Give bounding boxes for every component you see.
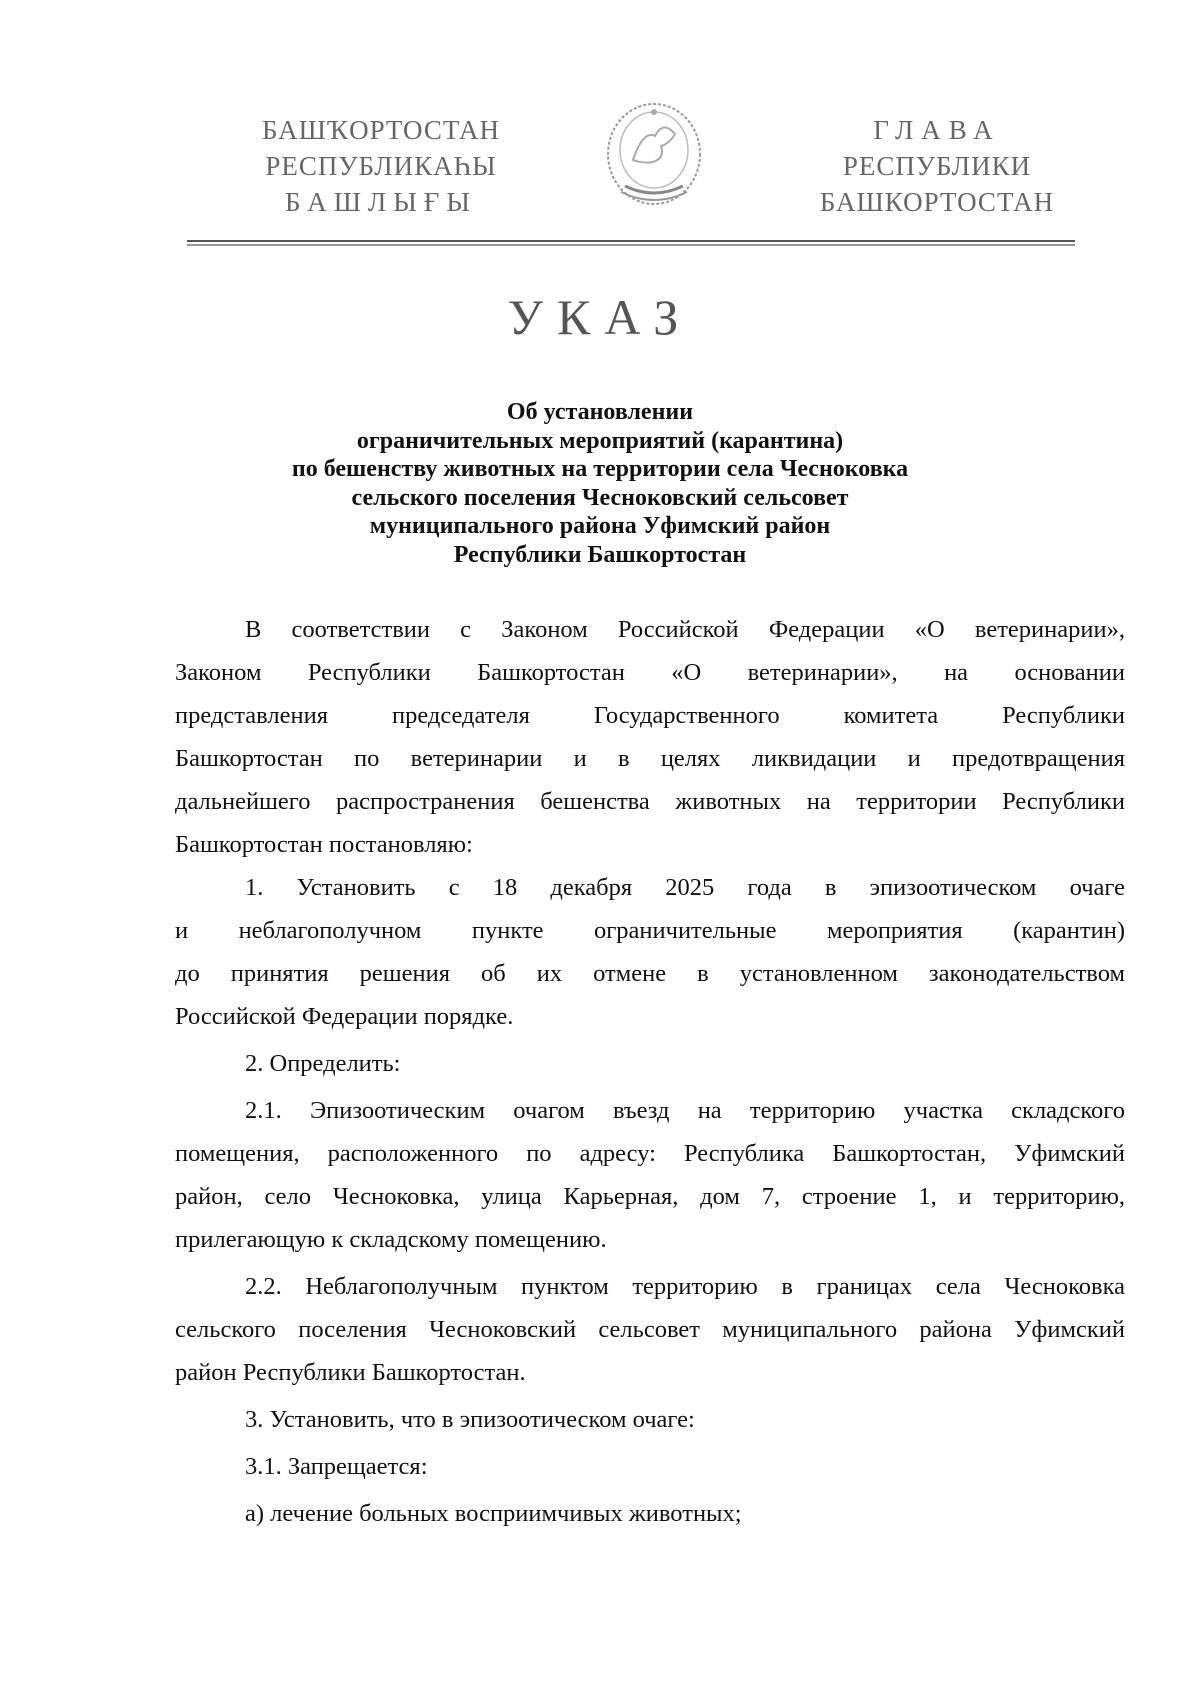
body-line: а) лечение больных восприимчивых животных;	[245, 1500, 742, 1527]
body-line: район, село Чесноковка, улица Карьерная, дом 7, строение 1, и территорию,	[175, 1183, 1125, 1210]
body-line: район Республики Башкортостан.	[175, 1359, 526, 1386]
body-line: 2. Определить:	[245, 1050, 401, 1077]
body-line: 2.2. Неблагополучным пунктом территорию в границах села Чесноковка	[245, 1273, 1125, 1300]
decree-title	[180, 398, 1020, 570]
header-divider	[187, 240, 1075, 246]
letterhead-bashkir-line: БАШҠОРТОСТАН	[261, 115, 501, 145]
body-line: дальнейшего распространения бешенства животных на территории Республики	[175, 788, 1125, 815]
title-line: Об установлении	[506, 399, 694, 425]
body-line: 3.1. Запрещается:	[245, 1453, 428, 1480]
body-line: 1. Установить с 18 декабря 2025 года в эпизоотическом очаге	[245, 874, 1125, 901]
letterhead-russian-line: РЕСПУБЛИКИ	[842, 151, 1032, 181]
letterhead-russian	[787, 112, 1087, 220]
body-line: прилегающую к складскому помещению.	[175, 1226, 607, 1253]
title-line: муниципального района Уфимский район	[369, 513, 831, 540]
letterhead-bashkir-line: РЕСПУБЛИКАҺЫ	[265, 151, 497, 181]
emblem-icon	[603, 100, 705, 212]
title-line: Республики Башкортостан	[453, 541, 747, 568]
body-line: Башкортостан постановляю:	[175, 831, 473, 858]
body-line: Башкортостан по ветеринарии и в целях ликвидации и предотвращения	[175, 745, 1125, 772]
body-line: 2.1. Эпизоотическим очагом въезд на территорию участка складского	[245, 1097, 1125, 1124]
letterhead-russian-line: БАШКОРТОСТАН	[819, 187, 1055, 217]
letterhead-russian-line: ГЛАВА	[873, 115, 1001, 145]
body-line: до принятия решения об их отмене в установленном законодательством	[175, 960, 1125, 987]
title-line: сельского поселения Чесноковский сельсовет	[351, 484, 849, 511]
body-line: и неблагополучном пункте ограничительные мероприятия (карантин)	[175, 917, 1125, 944]
title-line: по бешенству животных на территории села Чесноковка	[291, 456, 909, 483]
decree-heading: УКАЗ	[507, 289, 693, 345]
body-line: В соответствии с Законом Российской Федерации «О ветеринарии»,	[245, 616, 1125, 643]
letterhead	[0, 112, 1200, 232]
letterhead-bashkir-line: БАШЛЫҒЫ	[285, 187, 477, 217]
body-line: Законом Республики Башкортостан «О ветеринарии», на основании	[175, 659, 1125, 686]
title-line: ограничительных мероприятий (карантина)	[356, 427, 844, 454]
body-line: Российской Федерации порядке.	[175, 1003, 514, 1030]
body-line: сельского поселения Чесноковский сельсовет муниципального района Уфимский	[175, 1316, 1125, 1343]
body-line: представления председателя Государственного комитета Республики	[175, 702, 1125, 729]
letterhead-bashkir	[231, 112, 531, 220]
decree-body	[175, 608, 1125, 1535]
body-line: помещения, расположенного по адресу: Республика Башкортостан, Уфимский	[175, 1140, 1125, 1167]
body-line: 3. Установить, что в эпизоотическом очаге:	[245, 1406, 695, 1433]
